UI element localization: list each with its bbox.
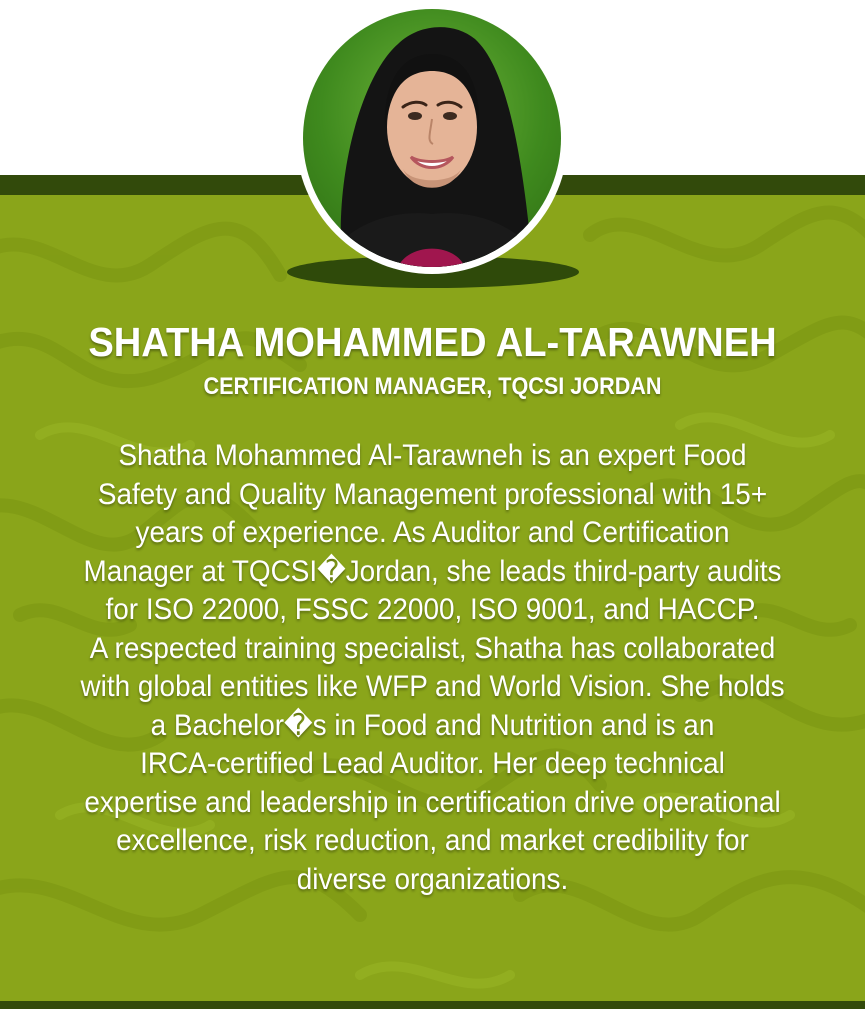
bio-line: Manager at TQCSI�Jordan, she leads third-party audits — [83, 554, 782, 588]
portrait-image — [303, 9, 561, 267]
bio-line: a Bachelor�s in Food and Nutrition and is an — [150, 708, 715, 742]
speaker-bio — [20, 437, 845, 899]
bio-line: with global entities like WFP and World Vision. She holds — [80, 670, 785, 703]
bio-line: for ISO 22000, FSSC 22000, ISO 9001, and HACCP. — [105, 593, 760, 626]
card-bottom-border — [0, 1001, 865, 1009]
bio-line: Shatha Mohammed Al-Tarawneh is an expert Food — [118, 439, 747, 472]
bio-line: IRCA-certified Lead Auditor. Her deep technical — [140, 747, 725, 780]
bio-line: years of experience. As Auditor and Certification — [135, 516, 730, 549]
bio-line: diverse organizations. — [296, 862, 569, 896]
speaker-role: CERTIFICATION MANAGER, TQCSI JORDAN — [203, 373, 662, 400]
speaker-name: SHATHA MOHAMMED AL-TARAWNEH — [88, 319, 777, 365]
bio-line: A respected training specialist, Shatha has collaborated — [89, 631, 776, 665]
avatar — [303, 9, 561, 267]
bio-line: excellence, risk reduction, and market credibility for — [116, 824, 749, 857]
bio-line: expertise and leadership in certification drive operational — [84, 785, 781, 819]
bio-line: Safety and Quality Management professional with 15+ — [97, 477, 768, 511]
